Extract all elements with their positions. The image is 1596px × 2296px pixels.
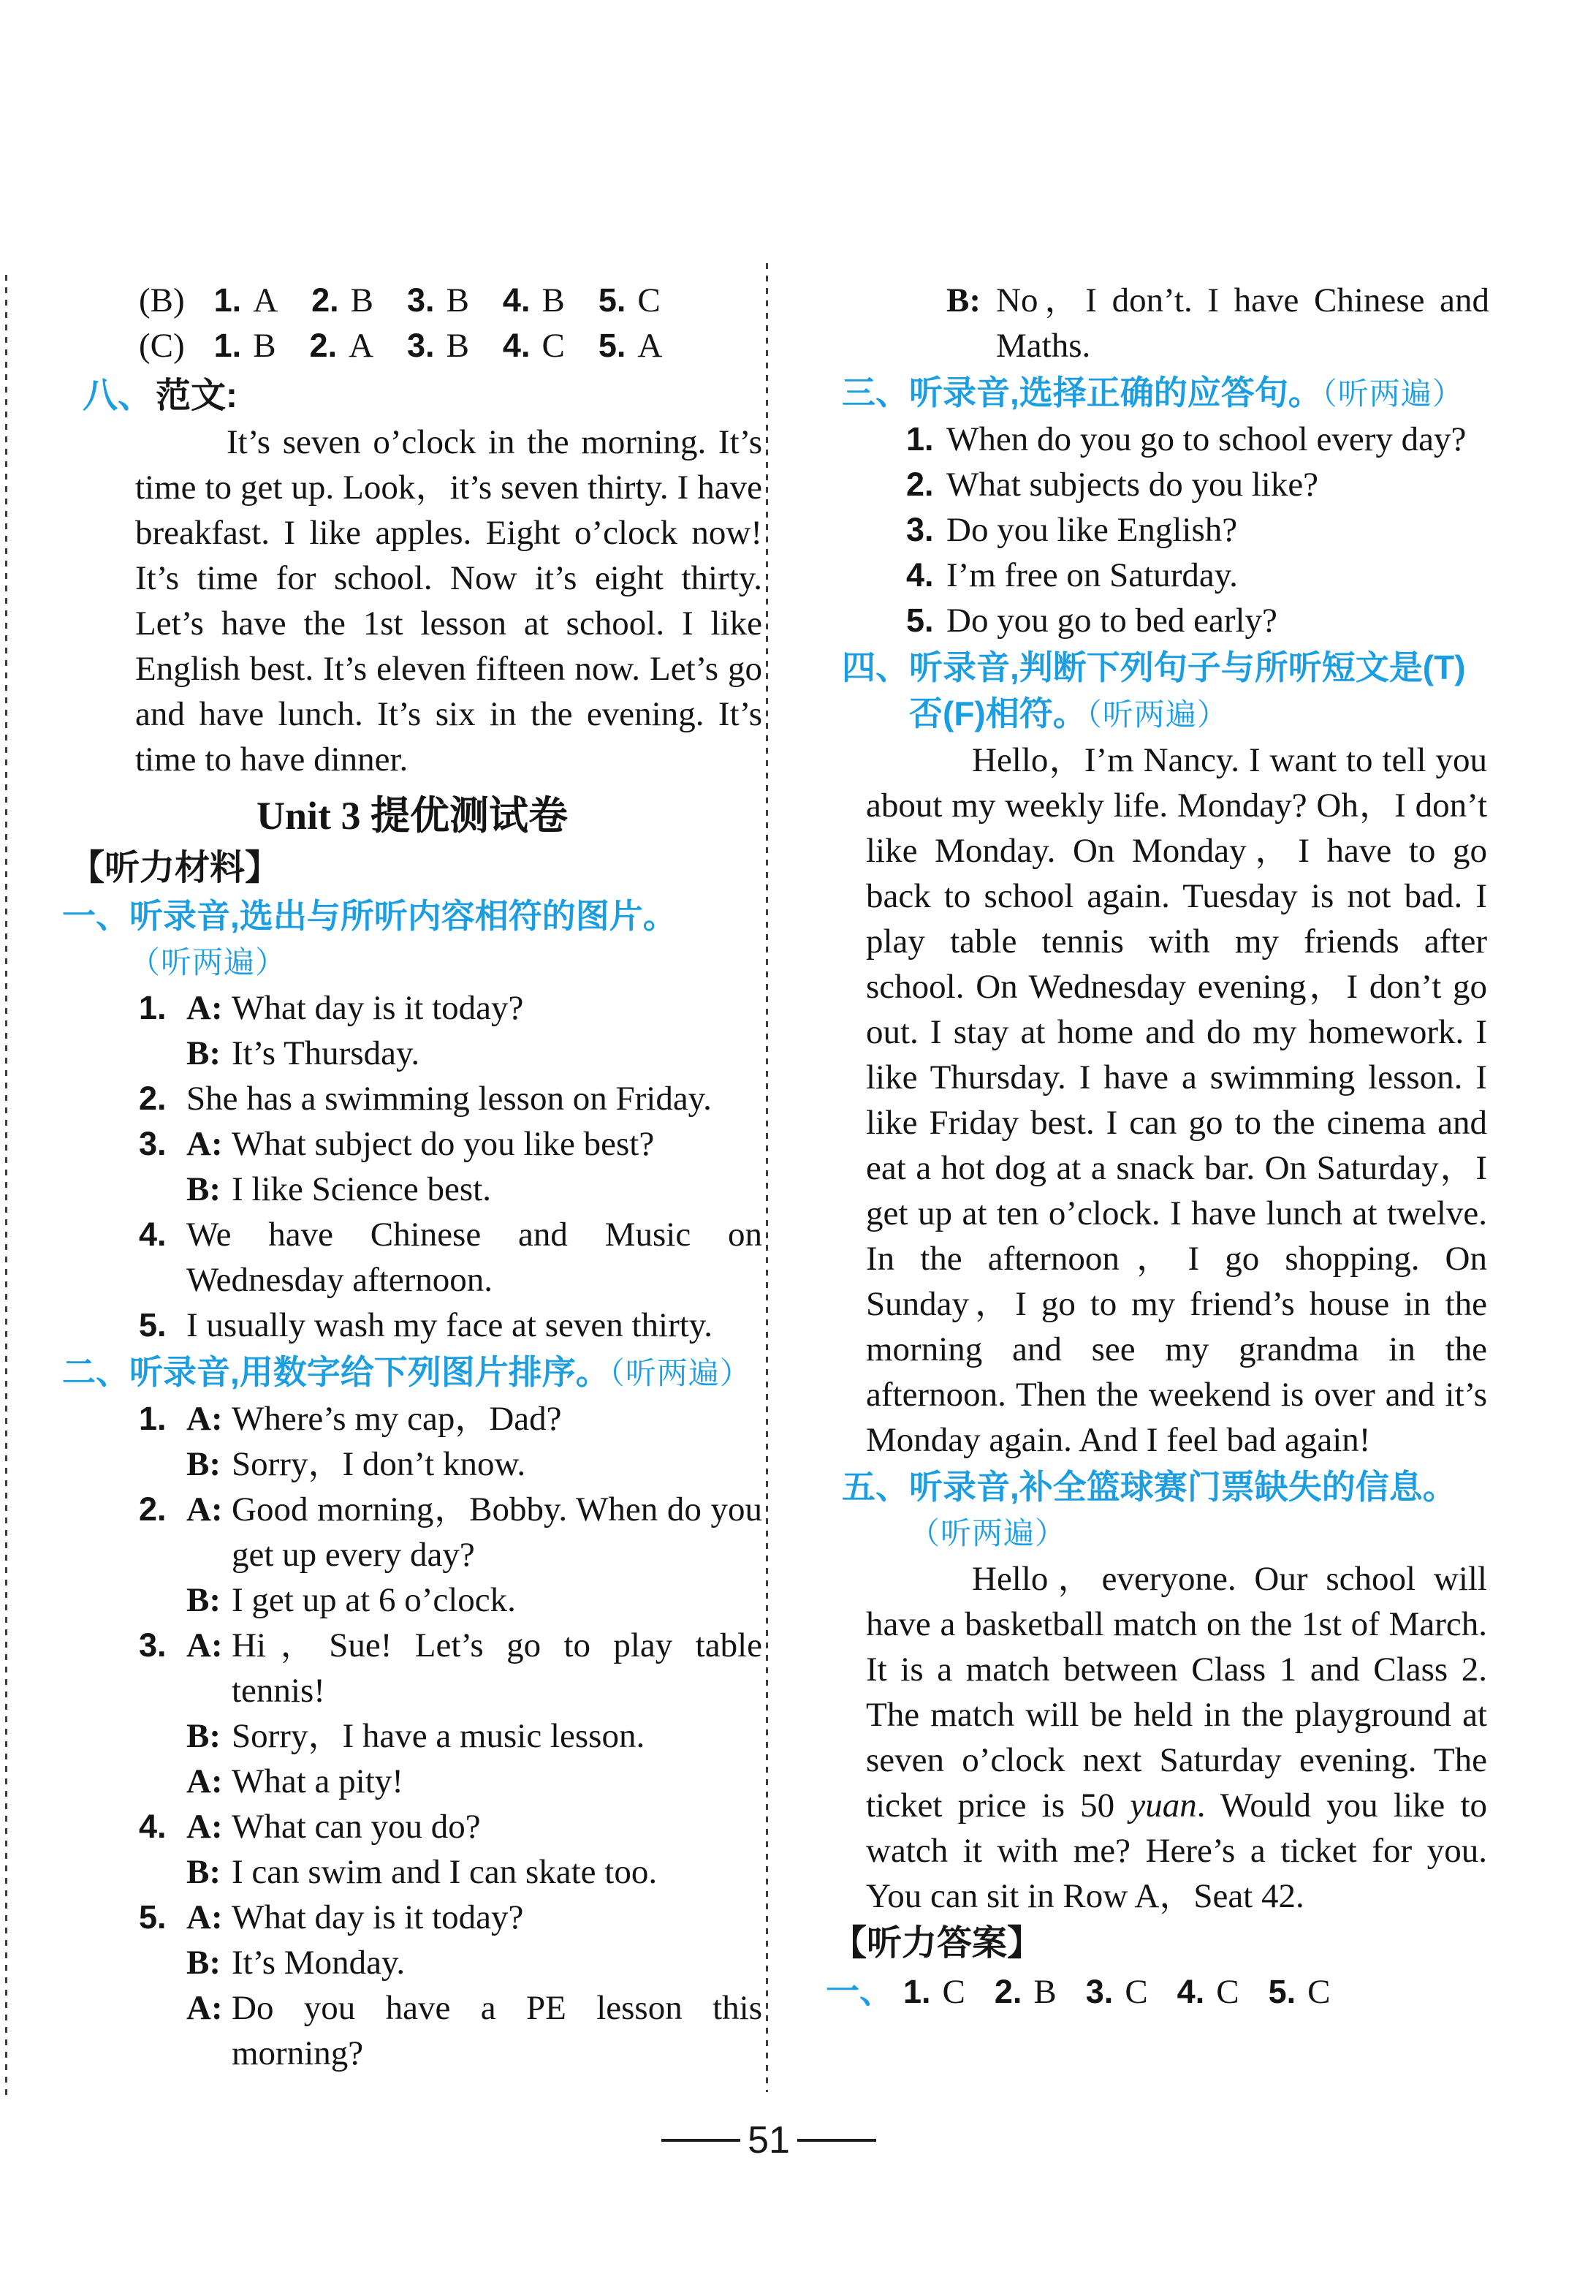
listening-materials-label: 【听力材料】 xyxy=(69,849,281,887)
list-item: 4. I’m free on Saturday. xyxy=(906,556,1238,594)
page-number-value: 51 xyxy=(748,2119,790,2162)
answer-pair: 2. B xyxy=(311,281,374,319)
list-item: B: Sorry，I don’t know. xyxy=(186,1445,526,1483)
answer-pair: 3. B xyxy=(407,327,469,365)
section-marker: 一、 xyxy=(826,1972,893,2010)
list-item: B: I get up at 6 o’clock. xyxy=(186,1581,516,1619)
essay-label: 范文: xyxy=(156,376,238,415)
page-number-rule xyxy=(797,2139,876,2142)
answer-group-label: (B) xyxy=(139,281,185,319)
list-item: 1. A: What day is it today? xyxy=(139,989,524,1027)
list-item: 2. A: Good morning，Bobby. When do you get up every day? xyxy=(139,1490,762,1574)
list-item: 4. A: What can you do? xyxy=(139,1808,481,1846)
list-item: 5. I usually wash my face at seven thirty. xyxy=(139,1306,713,1344)
section-marker: 二、 xyxy=(62,1353,129,1391)
list-item: 3. Do you like English? xyxy=(906,511,1238,549)
list-item: 5. A: What day is it today? xyxy=(139,1898,524,1936)
list-item: A: What a pity! xyxy=(186,1762,403,1800)
answer-pair: 4. B xyxy=(502,281,565,319)
left-column xyxy=(62,278,762,2076)
section-one-heading xyxy=(62,893,762,985)
listen-twice-note: （听两遍） xyxy=(1086,697,1228,732)
section-three-heading xyxy=(842,370,1489,417)
section-three-items xyxy=(842,417,1489,643)
answer-line-b xyxy=(62,278,762,323)
section-four-heading xyxy=(842,645,1489,738)
listen-twice-note: （听两遍） xyxy=(609,1356,751,1390)
section-two-items xyxy=(62,1396,762,2076)
page-edge-dashed-line xyxy=(5,275,7,2101)
answer-group-label: (C) xyxy=(139,327,185,365)
section-marker: 一、 xyxy=(62,897,129,935)
column-divider-dashed-line xyxy=(766,263,768,2092)
answer-pair: 1. A xyxy=(213,281,278,319)
listen-twice-note: （听两遍） xyxy=(129,945,287,980)
list-item: B: It’s Monday. xyxy=(186,1944,406,1982)
section-marker: 八、 xyxy=(83,376,153,415)
essay-section-heading xyxy=(83,373,762,420)
section-five-passage: Hello，everyone. Our school will have a basketball match on the 1st of March. It is a match between Class 1 and Class 2. The match will be held in the playground at seven o’clock next Saturday evening. The ticket price is 50 yuan. Would you like to watch it with me? Here’s a ticket for you. You can sit in Row A，Seat 42. xyxy=(866,1560,1487,1915)
model-essay-paragraph: It’s seven o’clock in the morning. It’s time to get up. Look，it’s seven thirty. I have breakfast. I like apples. Eight o’clock now! It’s time for school. Now it’s eight thirty. Let’s have the 1st lesson at school. I like English best. It’s eleven fifteen now. Let’s go and have lunch. It’s six in the evening. It’s time to have dinner. xyxy=(135,423,762,778)
list-item: 4. We have Chinese and Music on Wednesday afternoon. xyxy=(139,1216,762,1299)
answer-line-c xyxy=(62,323,762,368)
list-item: 2. What subjects do you like? xyxy=(906,466,1319,504)
list-item: B: I like Science best. xyxy=(186,1170,491,1208)
listen-twice-note: （听两遍） xyxy=(909,1516,1067,1550)
section-four-passage: Hello，I’m Nancy. I want to tell you about my weekly life. Monday? Oh，I don’t like Monday. On Monday，I have to go back to school again. Tuesday is not bad. I play table tennis with my friends after school. On Wednesday evening，I don’t go out. I stay at home and do my homework. I like Thursday. I have a swimming lesson. I like Friday best. I can go to the cinema and eat a hot dog at a snack bar. On Saturday，I get up at ten o’clock. I have lunch at twelve. In the afternoon，I go shopping. On Sunday，I go to my friend’s house in the morning and see my grandma in the afternoon. Then the weekend is over and it’s Monday again. And I feel bad again! xyxy=(866,741,1487,1459)
list-item: 1. When do you go to school every day? xyxy=(906,420,1467,458)
italic-word: yuan xyxy=(1130,1787,1197,1825)
answer-pair: 5. A xyxy=(598,327,663,365)
list-item: B: It’s Thursday. xyxy=(186,1034,420,1072)
final-answer-line xyxy=(826,1969,1489,2015)
section-five-heading xyxy=(842,1464,1489,1556)
section-heading-text: 听录音,选择正确的应答句。（听两遍） xyxy=(909,374,1464,412)
page-number xyxy=(0,2118,1538,2162)
unit-title: Unit 3 提优测试卷 xyxy=(256,794,568,838)
list-item: 2. She has a swimming lesson on Friday. xyxy=(139,1080,712,1118)
answer-pair: 3. B xyxy=(407,281,469,319)
list-item: 5. Do you go to bed early? xyxy=(906,602,1277,640)
section-two-heading xyxy=(62,1349,762,1396)
answer-pair: 3. C xyxy=(1085,1973,1148,2011)
list-item: 1. A: Where’s my cap，Dad? xyxy=(139,1400,562,1438)
list-item: 3. A: Hi，Sue! Let’s go to play table tennis! xyxy=(139,1626,762,1710)
list-item: 3. A: What subject do you like best? xyxy=(139,1125,655,1163)
answer-pair: 2. A xyxy=(309,327,374,365)
carryover-item xyxy=(842,278,1489,368)
answer-pair: 5. C xyxy=(1268,1973,1331,2011)
answer-pair: 1. B xyxy=(213,327,276,365)
answer-pair: 4. C xyxy=(1177,1973,1239,2011)
section-one-items xyxy=(62,985,762,1348)
page-number-rule xyxy=(661,2139,740,2142)
list-item: B: Sorry，I have a music lesson. xyxy=(186,1717,645,1755)
section-heading-text: 听录音,补全篮球赛门票缺失的信息。 （听两遍） xyxy=(909,1464,1489,1556)
section-marker: 三、 xyxy=(842,374,909,412)
section-heading-text: 听录音,选出与所听内容相符的图片。 （听两遍） xyxy=(129,893,762,985)
section-marker: 五、 xyxy=(842,1468,909,1506)
section-heading-text: 听录音,判断下列句子与所听短文是(T) 否(F)相符。（听两遍） xyxy=(909,648,1466,732)
list-item: B: I can swim and I can skate too. xyxy=(186,1853,658,1891)
section-heading-text: 听录音,用数字给下列图片排序。（听两遍） xyxy=(129,1353,751,1391)
list-item: A: Do you have a PE lesson this morning? xyxy=(186,1989,762,2072)
listen-twice-note: （听两遍） xyxy=(1321,376,1464,411)
right-column xyxy=(826,278,1489,2015)
answer-pair: 4. C xyxy=(502,327,565,365)
listening-answers-label: 【听力答案】 xyxy=(832,1924,1043,1963)
answer-pair: 2. B xyxy=(994,1973,1057,2011)
section-marker: 四、 xyxy=(842,648,909,686)
answer-pair: 1. C xyxy=(903,1973,965,2011)
list-item: B: No，I don’t. I have Chinese and Maths. xyxy=(946,281,1489,365)
answer-pair: 5. C xyxy=(598,281,661,319)
